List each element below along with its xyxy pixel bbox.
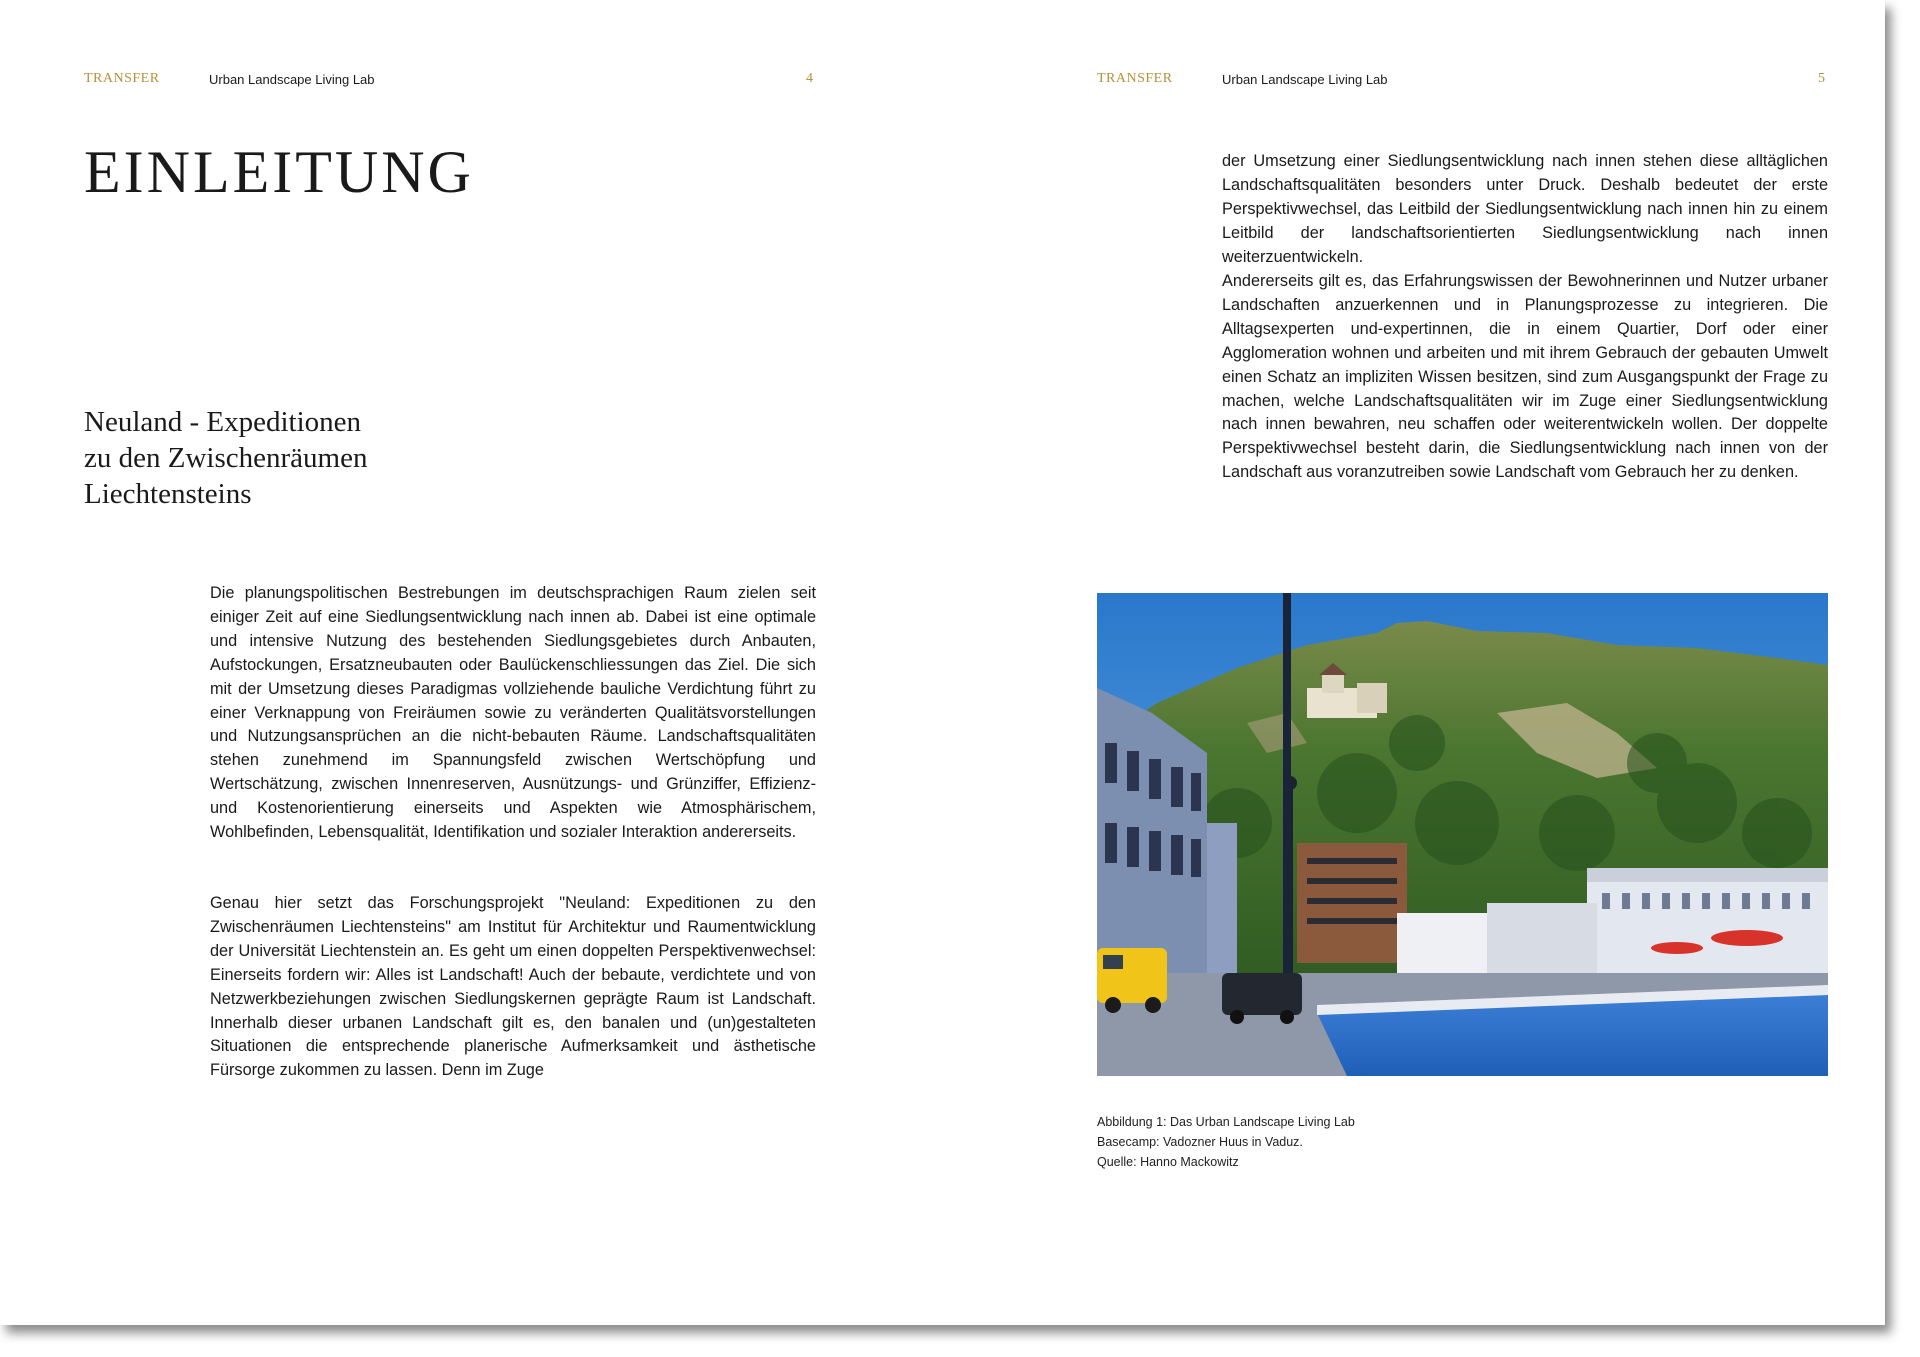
vaduz-street-scene-image [1097, 593, 1828, 1076]
caption-line: Quelle: Hanno Mackowitz [1097, 1154, 1239, 1169]
subtitle-line: Liechtensteins [84, 478, 252, 510]
subtitle-line: Neuland - Expeditionen [84, 406, 362, 438]
right-page-number: 5 [1818, 71, 1825, 86]
right-paragraph-2: Andererseits gilt es, das Erfahrungswissen der Bewohnerinnen und Nutzer urbaner Landschaften anzuerkennen und in Planungsprozesse zu integrieren. Die Alltagsexperten und-expertinnen, die in einem Quartier, Dorf oder einer Agglomeration wohnen und arbeiten und mit ihrem Gebrauch der gebauten Umwelt einen Schatz an impliziten Wissen besitzen, sind zum Ausgangspunkt der Frage zu machen, welche Landschaftsqualitäten wir im Zuge einer Siedlungsentwicklung nach innen bewahren, neu schaffen oder weiterentwickeln wollen. Der doppelte Perspektivwechsel besteht darin, die Siedlungsentwicklung nach innen von der Landschaft aus voranzutreiben sowie Landschaft vom Gebrauch her zu denken. [1222, 272, 1828, 482]
left-paragraph-1: Die planungspolitischen Bestrebungen im deutschsprachigen Raum zielen seit einiger Zeit auf eine Siedlungsentwicklung nach innen ab. Dabei ist eine optimale und intensive Nutzung des bestehenden Siedlungsgebietes durch Anbauten, Aufstockungen, Ersatzneubauten oder Baulückenschliessungen das Ziel. Die sich mit der Umsetzung dieses Paradigmas vollziehende bauliche Verdichtung führt zu einer Verknappung von Freiräumen sowie zu veränderten Qualitätsvorstellungen und Nutzungsansprüchen an die nicht-bebauten Räume. Landschaftsqualitäten stehen zunehmend im Spannungsfeld zwischen Wertschöpfung und Wertschätzung, zwischen Innenreserven, Ausnützungs- und Grünziffer, Effizienz- und Kostenorientierung einerseits und Aspekten wie Atmosphärischem, Wohlbefinden, Lebensqualität, Identifikation und sozialer Interaktion andererseits. [210, 584, 816, 842]
left-page-number: 4 [806, 71, 813, 86]
figure-photo [1097, 593, 1828, 1076]
caption-line: Basecamp: Vadozner Huus in Vaduz. [1097, 1134, 1303, 1149]
chapter-subtitle [84, 404, 504, 512]
left-paragraph-2: Genau hier setzt das Forschungsprojekt "Neuland: Expeditionen zu den Zwischenräumen Liechtensteins" am Institut für Architektur und Raumentwicklung der Universität Liechtenstein an. Es geht um einen doppelten Perspektivenwechsel: Einerseits fordern wir: Alles ist Landschaft! Auch der bebaute, verdichtete und von Netzwerkbeziehungen zwischen Siedlungskernen geprägte Raum ist Landschaft. Innerhalb dieser urbanen Landschaft gilt es, den banalen und (un)gestalteten Situationen die entsprechende planerische Aufmerksamkeit und ästhetische Fürsorge zukommen zu lassen. Denn im Zuge [210, 894, 816, 1080]
left-publication-title: Urban Landscape Living Lab [209, 72, 375, 87]
right-publication-title: Urban Landscape Living Lab [1222, 72, 1388, 87]
left-series-label: TRANSFER [84, 71, 160, 86]
figure-caption [1097, 1113, 1355, 1172]
subtitle-line: zu den Zwischenräumen [84, 442, 368, 474]
right-paragraph-1: der Umsetzung einer Siedlungsentwicklung nach innen stehen diese alltäglichen Landschaftsqualitäten besonders unter Druck. Deshalb bedeutet der erste Perspektivwechsel, das Leitbild der Siedlungsentwicklung nach innen hin zu einem Leitbild der landschaftsorientierten Siedlungsentwicklung nach innen weiterzuentwickeln. [1222, 152, 1828, 266]
chapter-title: EINLEITUNG [84, 139, 474, 205]
caption-line: Abbildung 1: Das Urban Landscape Living Lab [1097, 1115, 1355, 1129]
right-series-label: TRANSFER [1097, 71, 1173, 86]
